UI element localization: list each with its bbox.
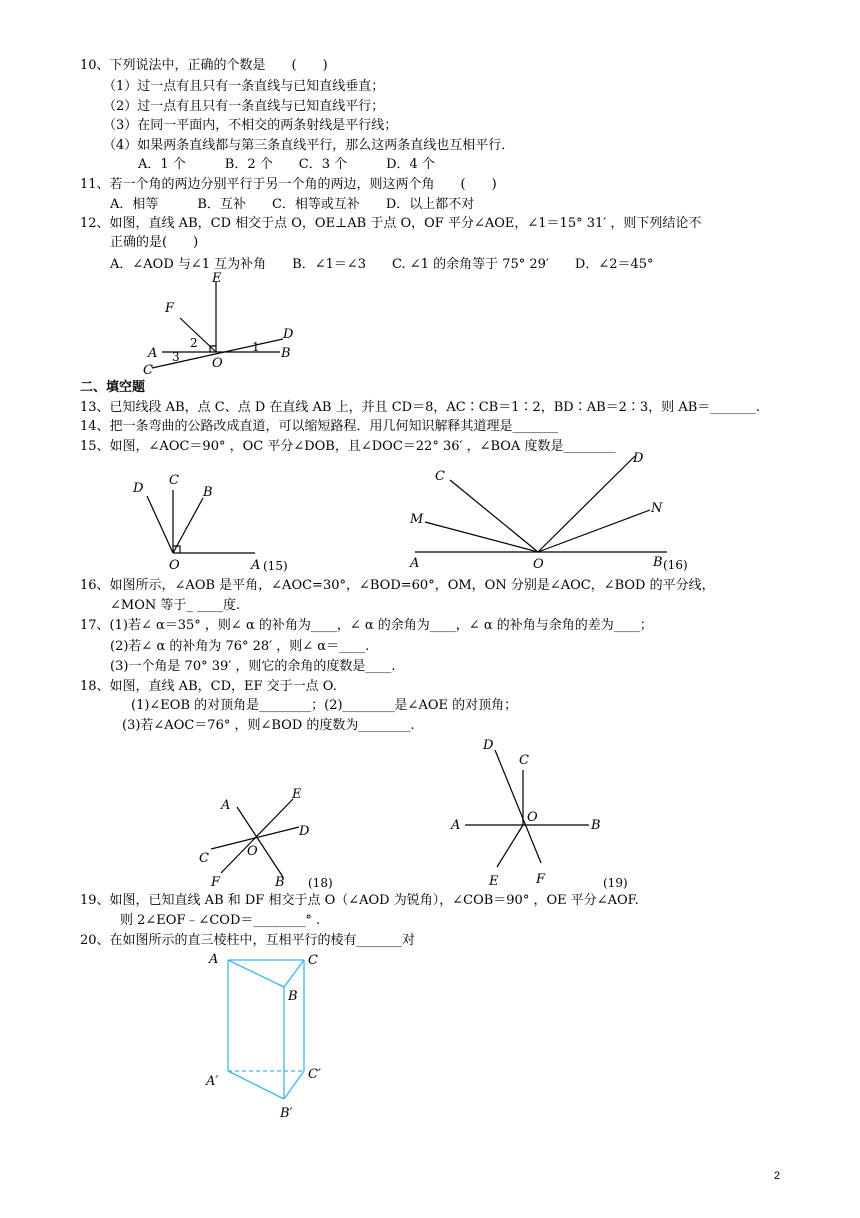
q20: 20、在如图所示的直三棱柱中，互相平行的棱有_______对 bbox=[80, 933, 416, 948]
label-B: B bbox=[288, 989, 298, 1004]
label-B-prime: B′ bbox=[280, 1106, 293, 1121]
q10-statement-2: （2）过一点有且只有一条直线与已知直线平行； bbox=[103, 99, 385, 114]
q17-part-1: 17、(1)若∠ α＝35° ，则∠ α 的补角为____，∠ α 的余角为____，∠ α 的补角与余角的差为____； bbox=[80, 618, 653, 633]
label-B: B bbox=[281, 346, 291, 361]
figure-q18 bbox=[195, 785, 345, 893]
q18-part-3: (3)若∠AOC＝76° ，则∠BOD 的度数为________. bbox=[122, 718, 415, 733]
label-F: F bbox=[211, 875, 221, 890]
label-D: D bbox=[483, 738, 494, 753]
page-number: 2 bbox=[774, 1170, 781, 1182]
q18: 18、如图，直线 AB，CD，EF 交于一点 O. bbox=[80, 679, 337, 694]
label-A: A bbox=[221, 798, 231, 813]
q16: 16、如图所示，∠AOB 是平角，∠AOC=30°，∠BOD=60°，OM，ON 分别是∠AOC，∠BOD 的平分线， bbox=[80, 578, 715, 593]
q19: 19、如图，已知直线 AB 和 DF 相交于点 O（∠AOD 为锐角），∠COB＝90° ，OE 平分∠AOF. bbox=[80, 893, 639, 908]
label-A: A bbox=[451, 818, 461, 833]
figure-q15 bbox=[125, 468, 300, 578]
q12-cont: 正确的是( ) bbox=[110, 235, 199, 250]
label-O: O bbox=[212, 356, 223, 371]
label-D: D bbox=[283, 327, 294, 342]
label-M: M bbox=[410, 512, 424, 527]
label-O: O bbox=[533, 557, 544, 572]
label-C-prime: C′ bbox=[308, 1067, 321, 1082]
label-E: E bbox=[212, 271, 222, 286]
label-D: D bbox=[133, 481, 144, 496]
q12-options: A．∠AOD 与∠1 互为补角 B．∠1＝∠3 C. ∠1 的余角等于 75° 29′ D．∠2＝45° bbox=[110, 257, 654, 272]
label-C: C bbox=[169, 473, 179, 488]
label-F: F bbox=[536, 872, 546, 887]
label-B: B bbox=[591, 818, 601, 833]
q19-cont: 则 2∠EOF﹣∠COD＝________° . bbox=[120, 913, 321, 928]
label-A: A bbox=[209, 952, 219, 967]
label-E: E bbox=[292, 787, 302, 802]
figure-q12 bbox=[140, 272, 300, 377]
label-E: E bbox=[489, 874, 499, 889]
label-A-prime: A′ bbox=[206, 1074, 219, 1089]
q15: 15、如图，∠AOC＝90° ，OC 平分∠DOB，且∠DOC＝22° 36′ ，∠BOA 度数是________ bbox=[80, 439, 616, 454]
label-C: C bbox=[308, 953, 318, 968]
q10-statement-1: （1）过一点有且只有一条直线与已知直线垂直； bbox=[103, 79, 385, 94]
q17-part-3: (3)一个角是 70° 39′ ，则它的余角的度数是____. bbox=[110, 659, 396, 674]
q11: 11、若一个角的两边分别平行于另一个角的两边，则这两个角 ( ) bbox=[80, 177, 497, 192]
label-A: A bbox=[410, 556, 420, 571]
label-B: B bbox=[653, 555, 663, 570]
figure-caption: (19) bbox=[603, 876, 628, 890]
label-F: F bbox=[165, 301, 175, 316]
figure-q20 bbox=[200, 945, 340, 1125]
label-O: O bbox=[169, 558, 180, 573]
label-A: A bbox=[251, 558, 261, 573]
label-D: D bbox=[299, 824, 310, 839]
q16-cont: ∠MON 等于_ ____度. bbox=[110, 598, 241, 613]
q10-statement-4: （4）如果两条直线都与第三条直线平行，那么这两条直线也互相平行． bbox=[103, 138, 515, 153]
label-D: D bbox=[633, 451, 644, 466]
q17-part-2: (2)若∠ α 的补角为 76° 28′ ，则∠ α＝____. bbox=[110, 639, 370, 654]
label-C: C bbox=[143, 363, 153, 378]
q12: 12、如图，直线 AB，CD 相交于点 O，OE⊥AB 于点 O，OF 平分∠AOE，∠1＝15° 31′ ，则下列结论不 bbox=[80, 216, 702, 231]
q10: 10、下列说法中，正确的个数是 ( ) bbox=[80, 58, 328, 73]
label-N: N bbox=[651, 501, 663, 516]
q18-parts: (1)∠EOB 的对顶角是________；(2)________是∠AOE 的对顶角； bbox=[131, 698, 518, 713]
label-B: B bbox=[275, 875, 285, 890]
label-O: O bbox=[247, 844, 258, 859]
label-2: 2 bbox=[190, 336, 198, 350]
label-1: 1 bbox=[252, 340, 260, 354]
q13: 13、已知线段 AB，点 C、点 D 在直线 AB 上，并且 CD＝8，AC∶CB＝1∶2，BD∶AB＝2∶3，则 AB＝_______. bbox=[80, 400, 760, 415]
figure-q16 bbox=[405, 450, 705, 575]
figure-caption: (16) bbox=[663, 558, 688, 572]
q14: 14、把一条弯曲的公路改成直道，可以缩短路程．用几何知识解释其道理是_______ bbox=[80, 419, 559, 434]
q11-options: A．相等 B．互补 C．相等或互补 D．以上都不对 bbox=[110, 197, 475, 212]
q10-options: A．1 个 B．2 个 C．3 个 D．4 个 bbox=[138, 157, 435, 172]
figure-caption: (18) bbox=[308, 876, 333, 890]
label-A: A bbox=[148, 346, 158, 361]
figure-caption: (15) bbox=[263, 559, 288, 573]
figure-q19 bbox=[445, 735, 640, 895]
label-C: C bbox=[199, 851, 209, 866]
section-fill-in: 二、填空题 bbox=[80, 380, 146, 395]
label-C: C bbox=[435, 469, 445, 484]
label-3: 3 bbox=[172, 350, 180, 364]
label-C: C bbox=[519, 753, 529, 768]
label-B: B bbox=[203, 485, 213, 500]
q10-statement-3: （3）在同一平面内，不相交的两条射线是平行线； bbox=[103, 118, 398, 133]
label-O: O bbox=[527, 810, 538, 825]
